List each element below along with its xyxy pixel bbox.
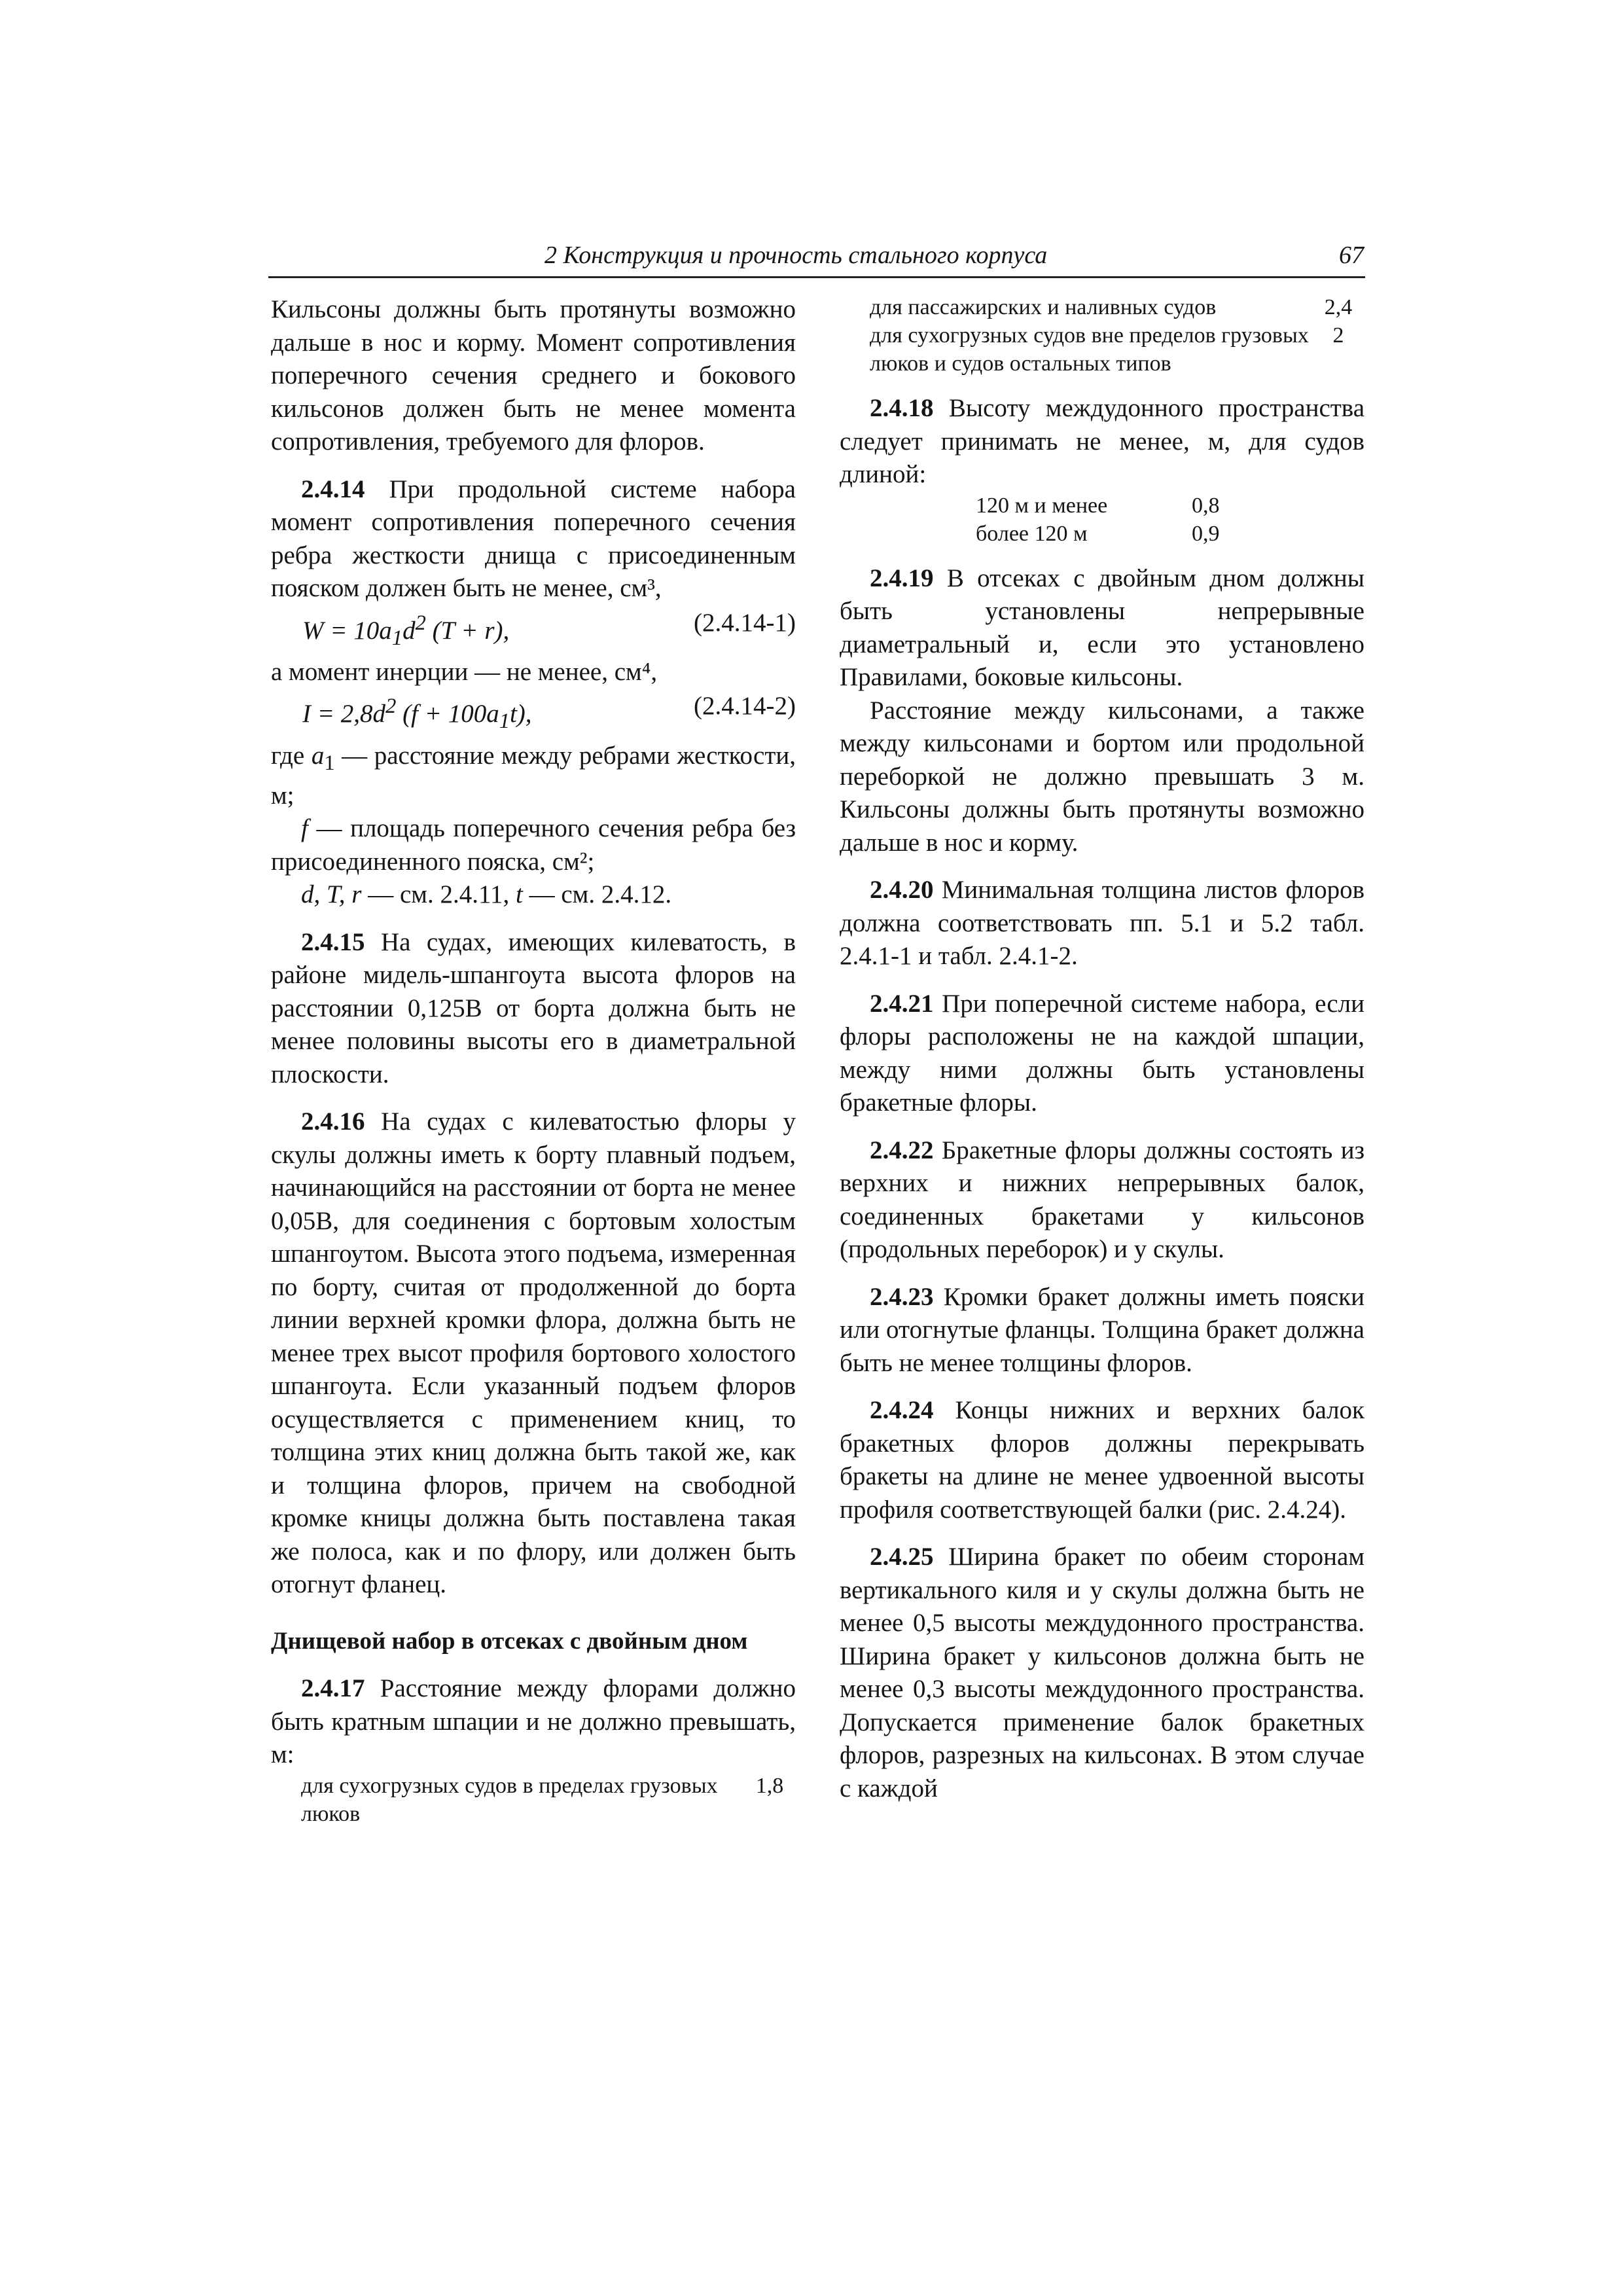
height-table: [840, 492, 1364, 548]
clause-number: 2.4.18: [870, 394, 934, 422]
formula-2-4-14-2: [271, 690, 796, 738]
paragraph-2-4-21: [840, 988, 1364, 1120]
formula-number: (2.4.14-2): [694, 692, 796, 721]
paragraph-2-4-24: [840, 1394, 1364, 1526]
page-number: 67: [1339, 242, 1364, 269]
table-cell-length: 120 м и менее: [976, 493, 1108, 518]
clause-number: 2.4.14: [301, 475, 365, 503]
left-column: [271, 293, 796, 1828]
list-item-value: 2,4: [1324, 295, 1353, 319]
list-item-text: для сухогрузных судов в пределах грузовых люков: [301, 1773, 718, 1826]
clause-number: 2.4.16: [301, 1107, 365, 1136]
table-row: [840, 492, 1364, 520]
spacing-list: [271, 1772, 796, 1828]
moment-of-inertia-line: а момент инерции — не менее, см⁴,: [271, 657, 658, 686]
clause-number: 2.4.22: [870, 1136, 934, 1164]
running-title: 2 Конструкция и прочность стального корпуса: [544, 242, 1048, 269]
formula-2-4-14-1: [271, 607, 796, 655]
table-cell-height: 0,9: [1192, 521, 1220, 546]
paragraph-2-4-25: [840, 1541, 1364, 1805]
list-item-text: для сухогрузных судов вне пределов грузовых люков и судов остальных типов: [870, 323, 1309, 376]
clause-text: Бракетные флоры должны состоять из верхних и нижних непрерывных балок, соединенных бракетами у кильсонов (продольных переборок) и у скулы.: [840, 1136, 1364, 1263]
definition-a1: где $a_1$ — расстояние между ребрами жесткости, м;: [271, 741, 796, 810]
list-item-value: 2: [1332, 323, 1344, 348]
list-item: [840, 321, 1364, 378]
formula-expression: $I = 2,8d^2$ $(f + 100a_1t)$,: [302, 694, 532, 734]
clause-text: Концы нижних и верхних балок бракетных флоров должны перекрывать бракеты на длине не менее удвоенной высоты профиля соответствующей балки (рис. 2.4.24).: [840, 1396, 1365, 1524]
paragraph-2-4-22: [840, 1134, 1364, 1266]
paragraph-2-4-20: [840, 874, 1364, 973]
running-header: [268, 241, 1365, 278]
list-item-value: 1,8: [755, 1773, 784, 1798]
clause-number: 2.4.25: [870, 1543, 934, 1571]
clause-number: 2.4.20: [870, 876, 934, 904]
formula-expression: $W = 10a_1d^2$ (T + r),: [302, 611, 510, 650]
section-heading: Днищевой набор в отсеках с двойным дном: [271, 1627, 748, 1655]
paragraph-2-4-15: [271, 926, 796, 1092]
clause-number: 2.4.24: [870, 1396, 934, 1424]
paragraph-2-4-18: [840, 392, 1364, 492]
right-column: [840, 293, 1364, 1805]
clause-number: 2.4.23: [870, 1282, 934, 1311]
clause-text: Кромки бракет должны иметь пояски или отогнутые фланцы. Толщина бракет должна быть не менее толщины флоров.: [840, 1282, 1365, 1377]
clause-text: На судах, имеющих килеватость, в районе мидель-шпангоута высота флоров на расстоянии 0,125B от борта должна быть не менее половины высоты его в диаметральной плоскости.: [271, 927, 796, 1088]
definition-f: f — площадь поперечного сечения ребра без присоединенного пояска, см²;: [271, 814, 796, 876]
clause-text: В отсеках с двойным дном должны быть установлены непрерывные диаметральный и, если это установлено Правилами, боковые кильсоны.: [840, 564, 1365, 691]
formula-number: (2.4.14-1): [694, 608, 796, 637]
list-item: [840, 293, 1364, 321]
clause-number: 2.4.17: [301, 1674, 365, 1703]
paragraph-intro: Кильсоны должны быть протянуты возможно дальше в нос и корму. Момент сопротивления поперечного сечения среднего и бокового кильсонов должен быть не менее момента сопротивления, требуемого для флоров.: [271, 295, 796, 456]
clause-text: Высоту междудонного пространства следует принимать не менее, м, для судов длиной:: [840, 394, 1365, 488]
paragraph-2-4-14: [271, 473, 796, 605]
clause-number: 2.4.19: [870, 564, 934, 592]
table-cell-height: 0,8: [1192, 493, 1220, 518]
spacing-list-continued: [840, 293, 1364, 378]
list-item-text: для пассажирских и наливных судов: [870, 295, 1217, 319]
clause-text: При поперечной системе набора, если флоры расположены не на каждой шпации, между ними должны быть установлены бракетные флоры.: [840, 989, 1364, 1117]
paragraph-2-4-23: [840, 1281, 1364, 1380]
clause-text: Расстояние между флорами должно быть кратным шпации и не должно превышать, м:: [271, 1674, 796, 1769]
clause-number: 2.4.15: [301, 927, 365, 956]
clause-number: 2.4.21: [870, 989, 934, 1018]
clause-text: Минимальная толщина листов флоров должна соответствовать пп. 5.1 и 5.2 табл. 2.4.1-1 и табл. 2.4.1-2.: [840, 876, 1365, 970]
clause-text: При продольной системе набора момент сопротивления поперечного сечения ребра жесткости днища с присоединенным пояском должен быть не менее, см³,: [271, 475, 796, 602]
table-row: [840, 520, 1364, 548]
clause-text: На судах с килеватостью флоры у скулы должны иметь к борту плавный подъем, начинающийся на расстоянии от борта не менее 0,05B, для соединения с бортовым холостым шпангоутом. Высота этого подъема, измеренная по борту, считая от продолженной до борта линии верхней кромки флора, должна быть не менее трех высот профиля бортового холостого шпангоута. Если указанный подъем флоров осуществляется с применением книц, то толщина этих книц должна быть такой же, как и толщина флоров, причем на свободной кромке кницы должна быть поставлена такая же полоса, как и по флору, или должен быть отогнут фланец.: [271, 1107, 796, 1599]
clause-text: Ширина бракет по обеим сторонам вертикального киля и у скулы должна быть не менее 0,5 высоты междудонного пространства. Ширина бракет у кильсонов должна быть не менее 0,3 высоты междудонного пространства. Допускается применение балок бракетных флоров, разрезных на кильсонах. В этом случае с каждой: [840, 1543, 1365, 1803]
paragraph-2-4-19-continued: Расстояние между кильсонами, а также между кильсонами и бортом или продольной переборкой не должно превышать 3 м. Кильсоны должны быть протянуты возможно дальше в нос и корму.: [840, 696, 1364, 857]
table-cell-length: более 120 м: [976, 521, 1088, 546]
paragraph-2-4-19: [840, 562, 1364, 694]
list-item: [271, 1772, 796, 1828]
definition-dtr: d, T, r — см. 2.4.11, t — см. 2.4.12.: [301, 880, 672, 909]
paragraph-2-4-16: [271, 1105, 796, 1602]
paragraph-2-4-17: [271, 1672, 796, 1772]
